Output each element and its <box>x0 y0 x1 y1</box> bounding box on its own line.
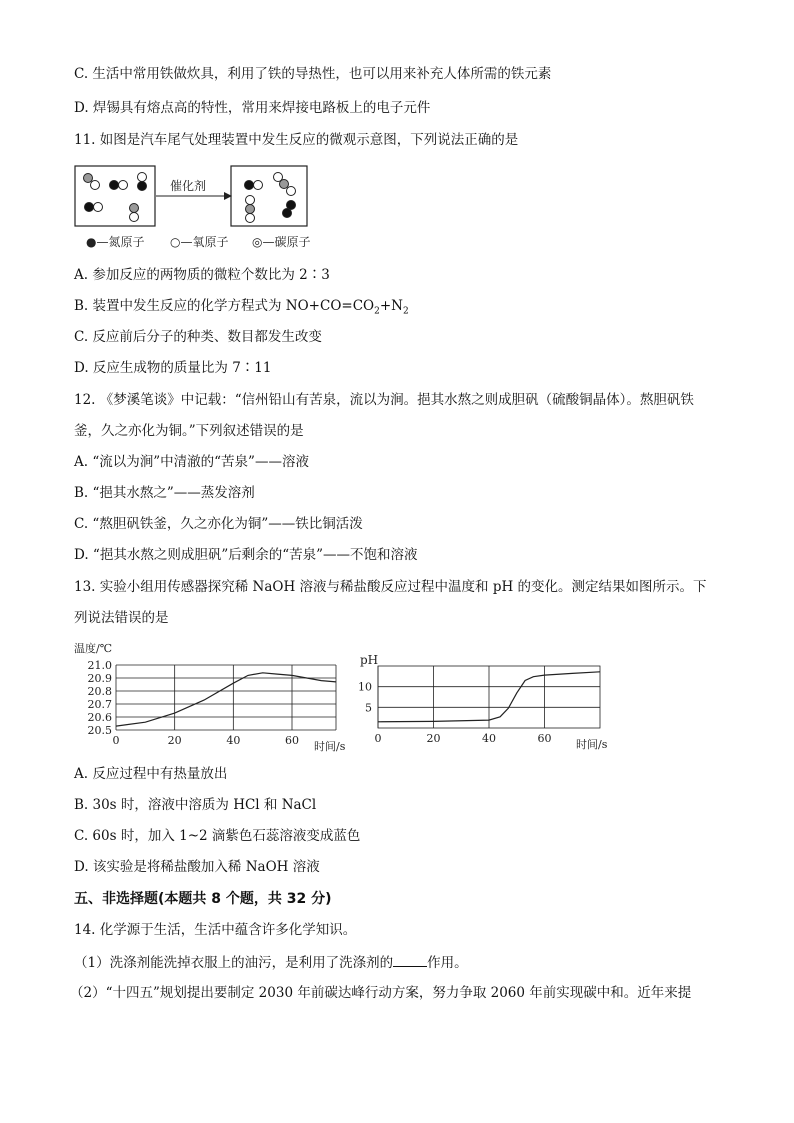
temp-xtick-label: 20 <box>167 734 182 747</box>
legend-oxygen: ○—氧原子 <box>170 235 229 249</box>
q11-option-b <box>74 296 409 322</box>
q13-option-c: C. 60s 时，加入 1~2 滴紫色石蕊溶液变成蓝色 <box>74 828 361 844</box>
q11-option-d: D. 反应生成物的质量比为 7∶11 <box>74 360 272 376</box>
answer-blank[interactable] <box>393 952 427 967</box>
q12-option-a: A. “流以为涧”中清澈的“苦泉”——溶液 <box>74 454 309 470</box>
ph-ytick-label: 5 <box>365 701 372 715</box>
q13-stem-line2: 列说法错误的是 <box>74 610 169 626</box>
q14-part1-suffix: 作用。 <box>427 955 468 971</box>
q13-option-b: B. 30s 时，溶液中溶质为 HCl 和 NaCl <box>74 797 317 813</box>
ph-xtick-label: 40 <box>482 732 496 745</box>
temp-xlabel: 时间/s <box>314 740 346 753</box>
q11-option-a: A. 参加反应的两物质的微粒个数比为 2∶3 <box>74 267 330 283</box>
q11-option-b-prefix: B. 装置中发生反应的化学方程式为 NO+CO=CO <box>74 298 375 314</box>
q10-option-d: D. 焊锡具有熔点高的特性，常用来焊接电路板上的电子元件 <box>74 100 431 116</box>
q13-stem-line1: 13. 实验小组用传感器探究稀 NaOH 溶液与稀盐酸反应过程中温度和 pH 的变化。测定结果如图所示。下 <box>74 579 707 595</box>
legend-nitrogen: ●—氮原子 <box>86 235 145 249</box>
temp-ylabel: 温度/℃ <box>74 642 113 655</box>
temp-ytick-label: 20.8 <box>87 685 112 698</box>
q11-option-c: C. 反应前后分子的种类、数目都发生改变 <box>74 329 322 345</box>
ph-xtick-label: 60 <box>537 732 552 745</box>
q12-option-b: B. “挹其水熬之”——蒸发溶剂 <box>74 485 255 501</box>
q11-reaction-diagram <box>74 160 314 256</box>
temp-ytick-label: 20.5 <box>87 724 112 737</box>
q13-option-a: A. 反应过程中有热量放出 <box>74 766 228 782</box>
q12-stem-line1: 12. 《梦溪笔谈》中记载：“信州铅山有苦泉，流以为涧。挹其水熬之则成胆矾（硫酸铜晶体）。熬胆矾铁 <box>74 392 694 408</box>
temp-ytick-label: 20.7 <box>87 698 112 711</box>
section-heading: 五、非选择题(本题共 8 个题，共 32 分) <box>74 891 332 907</box>
catalyst-label: 催化剂 <box>170 179 207 193</box>
q10-option-c: C. 生活中常用铁做炊具，利用了铁的导热性，也可以用来补充人体所需的铁元素 <box>74 66 552 82</box>
temp-ytick-label: 20.6 <box>87 711 112 724</box>
ph-ylabel: pH <box>360 653 379 667</box>
temp-ytick-label: 21.0 <box>87 659 112 672</box>
q12-stem-line2: 釜，久之亦化为铜。”下列叙述错误的是 <box>74 423 304 439</box>
temp-xtick-label: 40 <box>226 734 241 747</box>
ph-xtick-label: 20 <box>426 732 441 745</box>
q14-part1 <box>74 952 468 973</box>
q14-part1-prefix: （1）洗涤剂能洗掉衣服上的油污，是利用了洗涤剂的 <box>74 955 394 971</box>
q11-option-b-mid: +N <box>379 298 403 314</box>
q14-stem: 14. 化学源于生活，生活中蕴含许多化学知识。 <box>74 922 357 938</box>
legend-carbon: ◎—碳原子 <box>252 235 311 249</box>
temp-xtick-label: 60 <box>285 734 299 747</box>
q11-option-b-sub2: 2 <box>402 306 409 317</box>
q12-option-c: C. “熬胆矾铁釜，久之亦化为铜”——铁比铜活泼 <box>74 516 363 532</box>
ph-chart <box>356 646 616 754</box>
ph-xtick-label: 0 <box>374 732 382 745</box>
q12-option-d: D. “挹其水熬之则成胆矾”后剩余的“苦泉”——不饱和溶液 <box>74 547 418 563</box>
ph-ytick-label: 10 <box>358 680 372 694</box>
temp-ytick-label: 20.9 <box>87 672 112 685</box>
q11-stem: 11. 如图是汽车尾气处理装置中发生反应的微观示意图，下列说法正确的是 <box>74 132 519 148</box>
temperature-curve <box>116 673 336 726</box>
temperature-chart <box>70 638 350 754</box>
temp-xtick-label: 0 <box>112 734 120 747</box>
products-box <box>231 166 307 226</box>
ph-xlabel: 时间/s <box>576 738 608 751</box>
q11-option-b-sub1: 2 <box>374 306 380 317</box>
q14-part2: （2）“十四五”规划提出要制定 2030 年前碳达峰行动方案，努力争取 2060 年前实现碳中和。近年来提 <box>70 985 692 1001</box>
q13-option-d: D. 该实验是将稀盐酸加入稀 NaOH 溶液 <box>74 859 320 875</box>
